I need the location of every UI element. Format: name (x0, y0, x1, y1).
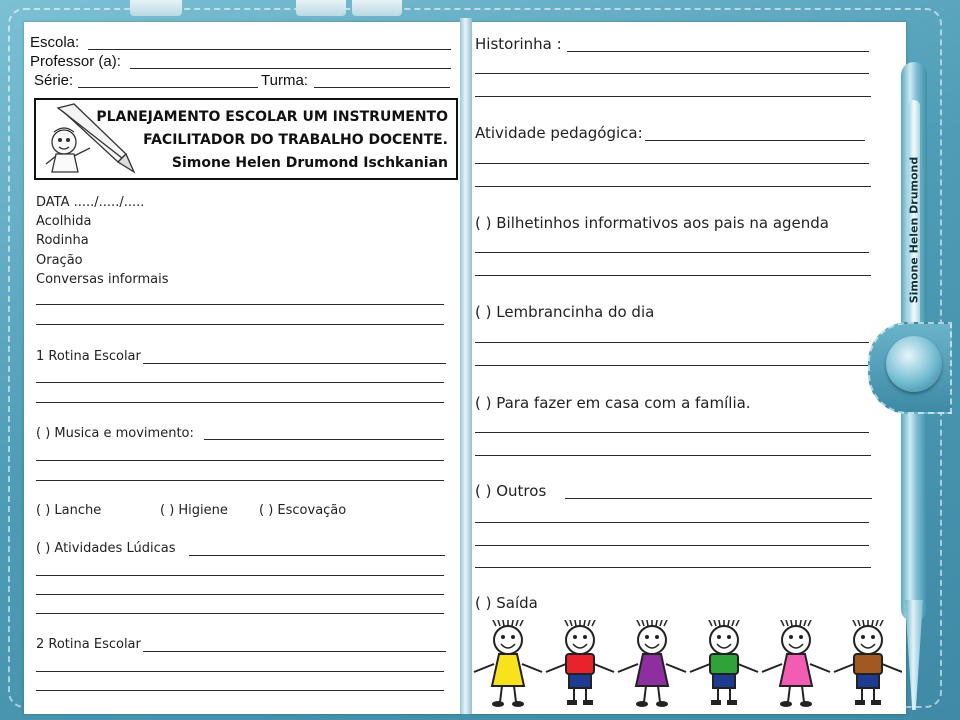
write-line (36, 594, 444, 595)
write-line (36, 382, 444, 383)
child-figure (690, 620, 758, 705)
write-line (189, 555, 445, 556)
write-line (143, 651, 446, 652)
write-line (204, 439, 444, 440)
write-line (36, 671, 444, 672)
title-line-2: FACILITADOR DO TRABALHO DOCENTE. (143, 132, 448, 148)
write-line (36, 304, 444, 305)
oracao-label: Oração (36, 253, 83, 268)
escola-label: Escola: (30, 34, 80, 51)
rotina-1-label: 1 Rotina Escolar (36, 349, 141, 364)
page-tab (130, 0, 182, 16)
acolhida-label: Acolhida (36, 214, 92, 229)
serie-field-line (78, 87, 258, 88)
bilhetinhos-label: ( ) Bilhetinhos informativos aos pais na agenda (475, 214, 829, 232)
write-line (475, 567, 871, 568)
higiene-label: ( ) Higiene (160, 503, 228, 518)
page-tab (352, 0, 402, 16)
write-line (475, 252, 869, 253)
turma-field-line (314, 87, 450, 88)
write-line (475, 455, 871, 456)
write-line (475, 163, 869, 164)
conversas-label: Conversas informais (36, 272, 169, 287)
write-line (36, 480, 444, 481)
children-holding-hands-illustration (470, 620, 902, 712)
write-line (475, 73, 869, 74)
write-line (475, 96, 871, 97)
child-figure (474, 620, 542, 707)
atividades-ludicas-label: ( ) Atividades Lúdicas (36, 541, 176, 556)
write-line (36, 460, 444, 461)
write-line (475, 275, 871, 276)
write-line (565, 498, 872, 499)
child-figure (618, 620, 686, 707)
para-fazer-label: ( ) Para fazer em casa com a família. (475, 394, 751, 412)
title-line-1: PLANEJAMENTO ESCOLAR UM INSTRUMENTO (96, 109, 448, 125)
write-line (475, 545, 869, 546)
write-line (475, 432, 869, 433)
atividade-pedagogica-label: Atividade pedagógica: (475, 124, 643, 142)
write-line (645, 140, 865, 141)
page-tab (296, 0, 346, 16)
write-line (475, 342, 869, 343)
pen-author-label: Simone Helen Drumond (907, 156, 921, 304)
write-line (36, 402, 444, 403)
turma-label: Turma: (261, 72, 308, 89)
write-line (567, 51, 869, 52)
professor-label: Professor (a): (30, 53, 121, 70)
rotina-2-label: 2 Rotina Escolar (36, 637, 141, 652)
lanche-label: ( ) Lanche (36, 503, 102, 518)
saida-label: ( ) Saída (475, 594, 538, 612)
rodinha-label: Rodinha (36, 233, 89, 248)
child-figure (762, 620, 830, 707)
title-author: Simone Helen Drumond Ischkanian (171, 155, 448, 171)
data-label: DATA ...../...../..... (36, 195, 145, 210)
write-line (143, 363, 446, 364)
write-line (36, 690, 444, 691)
write-line (475, 186, 871, 187)
professor-field-line (130, 68, 451, 69)
clasp-button (886, 336, 942, 392)
musica-label: ( ) Musica e movimento: (36, 426, 194, 441)
write-line (475, 522, 869, 523)
child-figure (834, 620, 902, 705)
write-line (36, 613, 444, 614)
outros-label: ( ) Outros (475, 482, 547, 500)
child-figure (546, 620, 614, 705)
pen-author-text (902, 150, 926, 310)
escovacao-label: ( ) Escovação (259, 503, 347, 518)
escola-field-line (88, 49, 451, 50)
write-line (36, 324, 444, 325)
lembrancinha-label: ( ) Lembrancinha do dia (475, 303, 655, 321)
serie-label: Série: (34, 72, 74, 89)
historinha-label: Historinha : (475, 35, 562, 53)
write-line (36, 575, 444, 576)
title-box (34, 98, 458, 180)
agenda-spine (460, 18, 472, 714)
write-line (475, 365, 871, 366)
